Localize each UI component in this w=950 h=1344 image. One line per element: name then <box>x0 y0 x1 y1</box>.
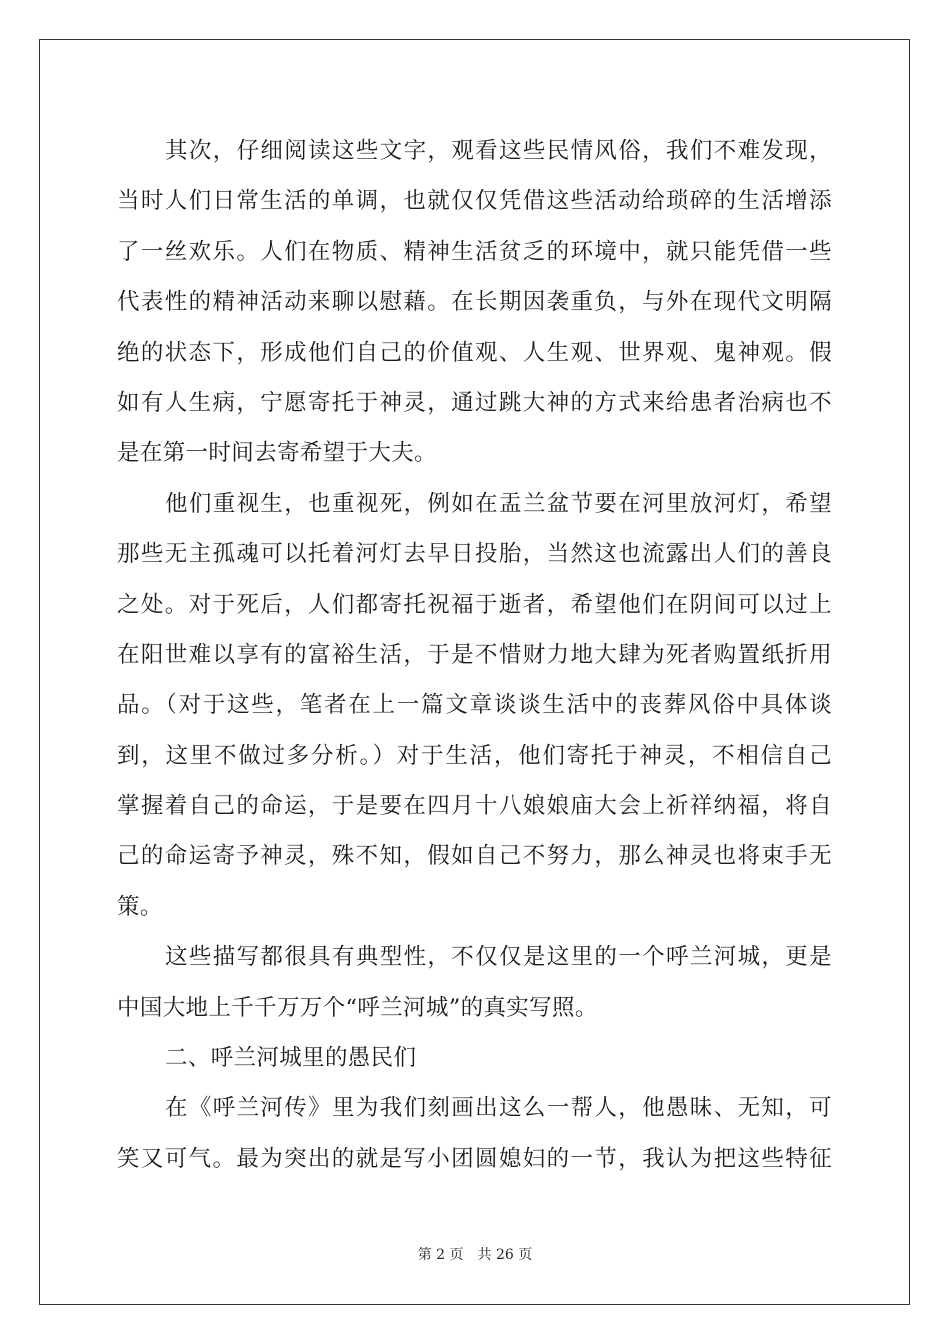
text-line: 代表性的精神活动来聊以慰藉。在长期因袭重负，与外在现代文明隔 <box>117 289 832 316</box>
page-total: 共 26 页 <box>477 1247 533 1263</box>
text-line: 他们重视生，也重视死，例如在盂兰盆节要在河里放河灯，希望 <box>165 490 832 517</box>
text-line: 绝的状态下，形成他们自己的价值观、人生观、世界观、鬼神观。假 <box>117 339 832 366</box>
text-line: 当时人们日常生活的单调，也就仅仅凭借这些活动给琐碎的生活增添 <box>117 188 832 215</box>
text-line: 如有人生病，宁愿寄托于神灵，通过跳大神的方式来给患者治病也不 <box>117 389 832 416</box>
text-line: 其次，仔细阅读这些文字，观看这些民情风俗，我们不难发现， <box>165 138 832 164</box>
text-line: 了一丝欢乐。人们在物质、精神生活贫乏的环境中，就只能凭借一些 <box>117 238 832 265</box>
page-number: 第 2 页 <box>417 1247 464 1263</box>
text-line: 中国大地上千千万万个“呼兰河城”的真实写照。 <box>117 994 598 1021</box>
text-line: 笑又可气。最为突出的就是写小团圆媳妇的一节，我认为把这些特征 <box>117 1145 832 1172</box>
text-line: 那些无主孤魂可以托着河灯去早日投胎，当然这也流露出人们的善良 <box>117 541 832 568</box>
document-body <box>117 126 832 1184</box>
text-line: 在《呼兰河传》里为我们刻画出这么一帮人，他愚昧、无知，可 <box>165 1095 832 1122</box>
text-line: 之处。对于死后，人们都寄托祝福于逝者，希望他们在阴间可以过上 <box>117 591 832 618</box>
text-line: 到，这里不做过多分析。）对于生活，他们寄托于神灵，不相信自己 <box>117 742 832 769</box>
section-heading: 二、呼兰河城里的愚民们 <box>165 1045 417 1072</box>
text-line: 在阳世难以享有的富裕生活，于是不惜财力地大肆为死者购置纸折用 <box>117 641 832 668</box>
page-footer <box>0 1244 950 1264</box>
text-line: 是在第一时间去寄希望于大夫。 <box>117 440 437 467</box>
text-line: 这些描写都很具有典型性，不仅仅是这里的一个呼兰河城，更是 <box>165 944 832 971</box>
text-line: 己的命运寄予神灵，殊不知，假如自己不努力，那么神灵也将束手无 <box>117 843 832 870</box>
text-line: 策。 <box>117 893 163 920</box>
text-line: 掌握着自己的命运，于是要在四月十八娘娘庙大会上祈祥纳福，将自 <box>117 793 832 820</box>
text-line: 品。（对于这些，笔者在上一篇文章谈谈生活中的丧葬风俗中具体谈 <box>117 692 832 719</box>
